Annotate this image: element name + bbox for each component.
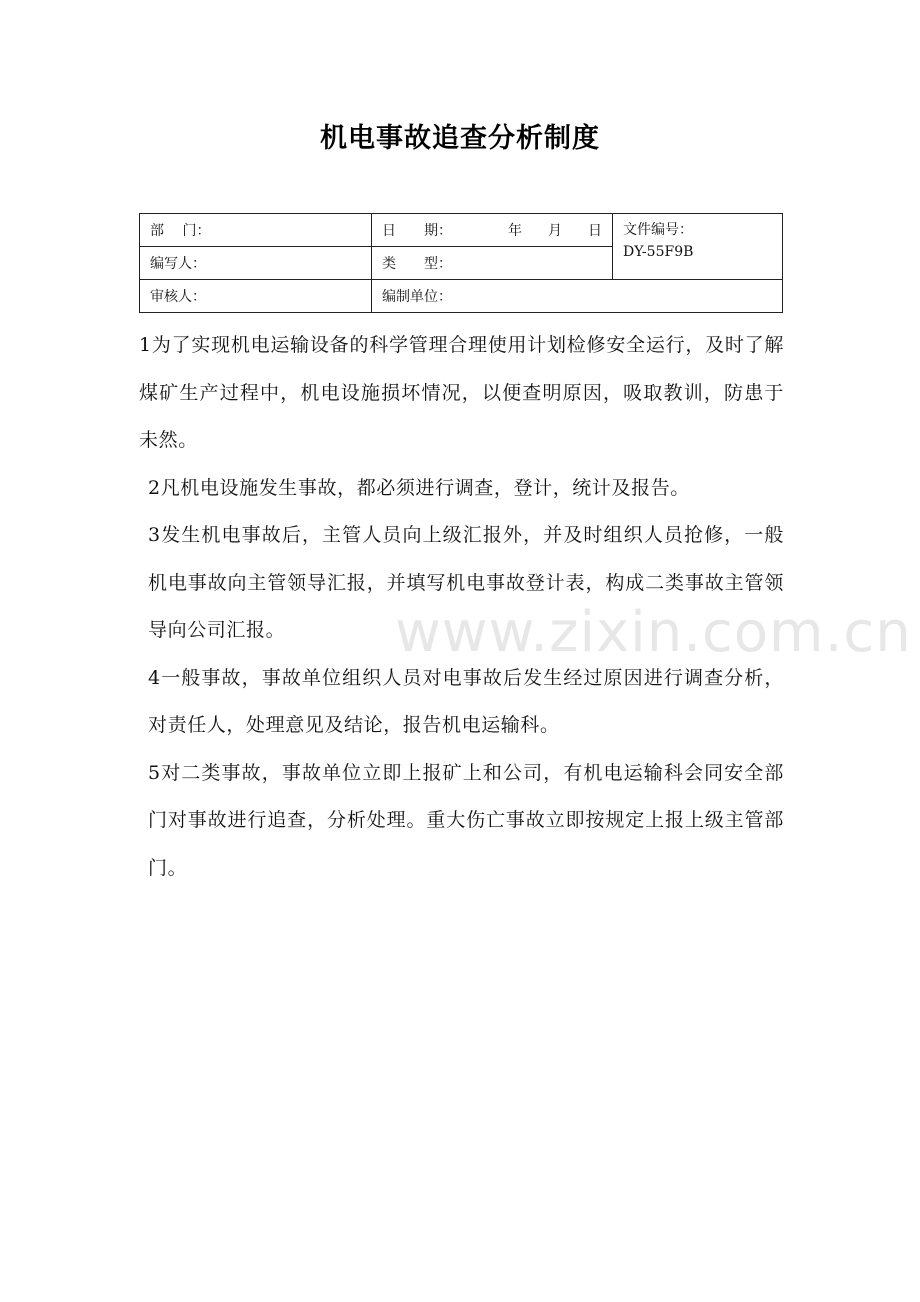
year-label: 年: [508, 223, 522, 239]
month-label: 月: [548, 223, 562, 239]
reviewer-cell: [140, 280, 372, 313]
day-label: 日: [588, 223, 602, 239]
author-label: 编写人：: [150, 256, 206, 272]
date-label: 日 期：: [382, 223, 452, 239]
type-cell: [372, 247, 613, 280]
file-number-cell: [613, 214, 783, 280]
type-label: 类 型：: [382, 256, 452, 272]
unit-label: 编制单位：: [382, 289, 452, 305]
author-cell: [140, 247, 372, 280]
document-body: [139, 322, 784, 892]
paragraph-5: 5对二类事故，事故单位立即上报矿上和公司，有机电运输科会同安全部门对事故进行追查，分析处理。重大伤亡事故立即按规定上报上级主管部门。: [148, 761, 784, 879]
paragraph-3: 3发生机电事故后，主管人员向上级汇报外，并及时组织人员抢修，一般机电事故向主管领导汇报，并填写机电事故登计表，构成二类事故主管领导向公司汇报。: [148, 524, 784, 641]
reviewer-label: 审核人：: [150, 289, 206, 305]
unit-cell: [372, 280, 783, 313]
department-label: 部 门：: [150, 223, 211, 239]
page-title: 机电事故追查分析制度: [320, 123, 600, 154]
watermark-text: www.zixin.com.cn: [395, 600, 912, 665]
date-cell: [372, 214, 613, 247]
file-number-label: 文件编号：: [623, 222, 693, 238]
paragraph-1: 1为了实现机电运输设备的科学管理合理使用计划检修安全运行，及时了解煤矿生产过程中，机电设施损坏情况，以便查明原因，吸取教训，防患于未然。: [139, 334, 784, 451]
department-cell: [140, 214, 372, 247]
paragraph-2: 2凡机电设施发生事故，都必须进行调查，登计，统计及报告。: [148, 476, 690, 499]
paragraph-4: 4一般事故，事故单位组织人员对电事故后发生经过原因进行调查分析，对责任人，处理意见及结论，报告机电运输科。: [148, 666, 784, 736]
file-number-value: DY-55F9B: [623, 244, 694, 260]
document-info-table: [139, 213, 783, 313]
